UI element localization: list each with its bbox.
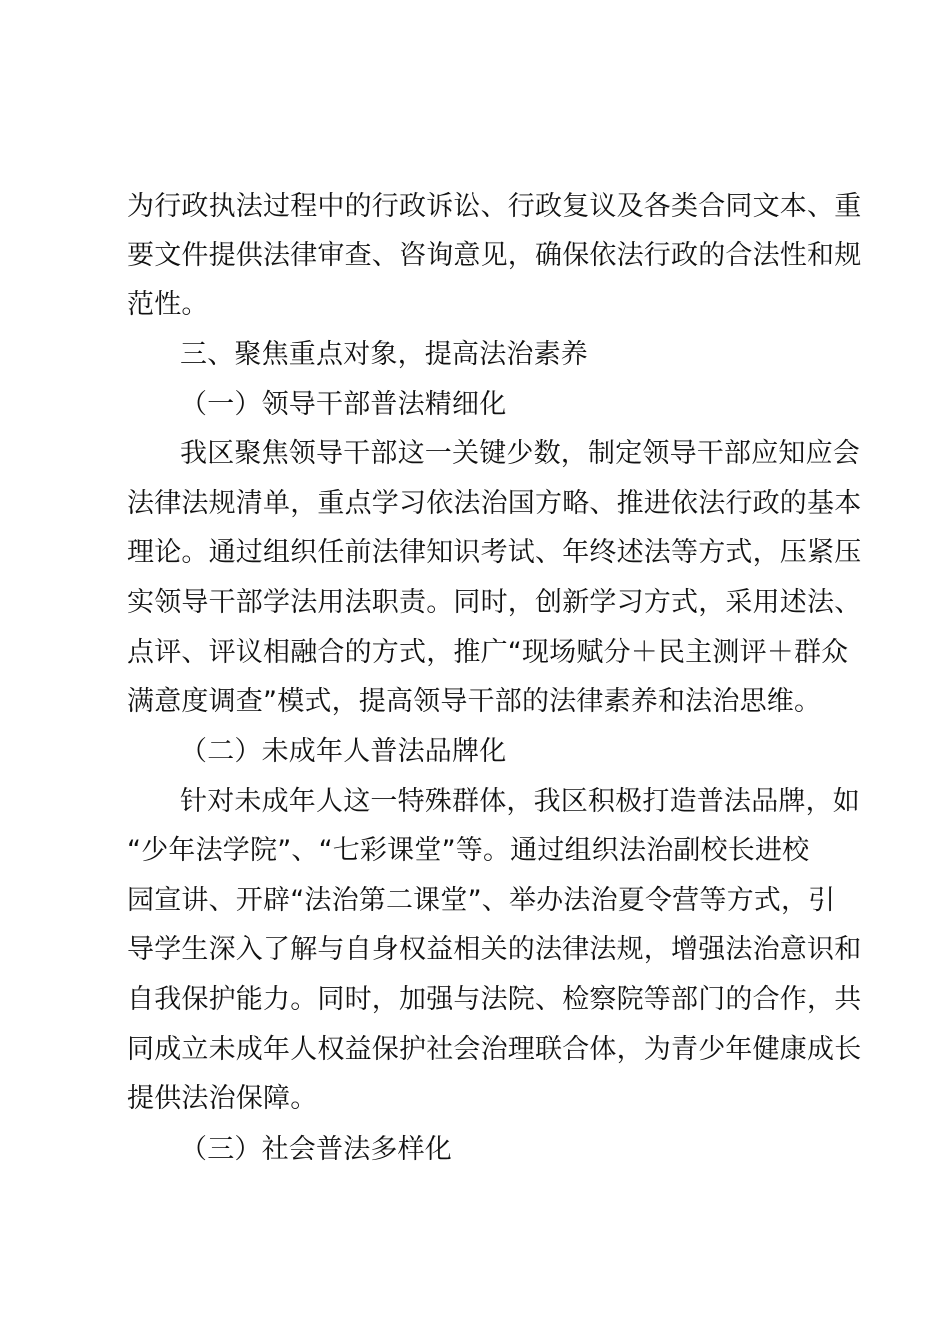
body-text-line: 要文件提供法律审查、咨询意见，确保依法行政的合法性和规	[127, 240, 862, 271]
section-heading: 三、聚焦重点对象，提高法治素养	[180, 339, 588, 370]
body-text-line: 园宣讲、开辟“法治第二课堂”、举办法治夏令营等方式，引	[127, 885, 836, 916]
subsection-heading: （三）社会普法多样化	[180, 1134, 452, 1165]
subsection-heading: （二）未成年人普法品牌化	[180, 736, 507, 767]
body-text-line: 为行政执法过程中的行政诉讼、行政复议及各类合同文本、重	[127, 191, 862, 222]
body-text-line: 理论。通过组织任前法律知识考试、年终述法等方式，压紧压	[127, 537, 862, 568]
subsection-heading: （一）领导干部普法精细化	[180, 389, 507, 420]
body-text-line: 实领导干部学法用法职责。同时，创新学习方式，采用述法、	[127, 587, 862, 618]
body-text-line: 点评、评议相融合的方式，推广“现场赋分＋民主测评＋群众	[127, 637, 849, 668]
body-text-line: 我区聚焦领导干部这一关键少数，制定领导干部应知应会	[180, 438, 860, 469]
body-text-line: “少年法学院”、“七彩课堂”等。通过组织法治副校长进校	[127, 835, 810, 866]
body-text-line: 满意度调查”模式，提高领导干部的法律素养和法治思维。	[127, 686, 822, 717]
body-text-line: 导学生深入了解与自身权益相关的法律法规，增强法治意识和	[127, 934, 862, 965]
body-text-line: 提供法治保障。	[127, 1083, 318, 1114]
body-text-line: 法律法规清单，重点学习依法治国方略、推进依法行政的基本	[127, 488, 862, 519]
body-text-line: 自我保护能力。同时，加强与法院、检察院等部门的合作，共	[127, 984, 862, 1015]
body-text-line: 针对未成年人这一特殊群体，我区积极打造普法品牌，如	[180, 786, 860, 817]
body-text-line: 同成立未成年人权益保护社会治理联合体，为青少年健康成长	[127, 1034, 862, 1065]
body-text-line: 范性。	[127, 289, 209, 320]
